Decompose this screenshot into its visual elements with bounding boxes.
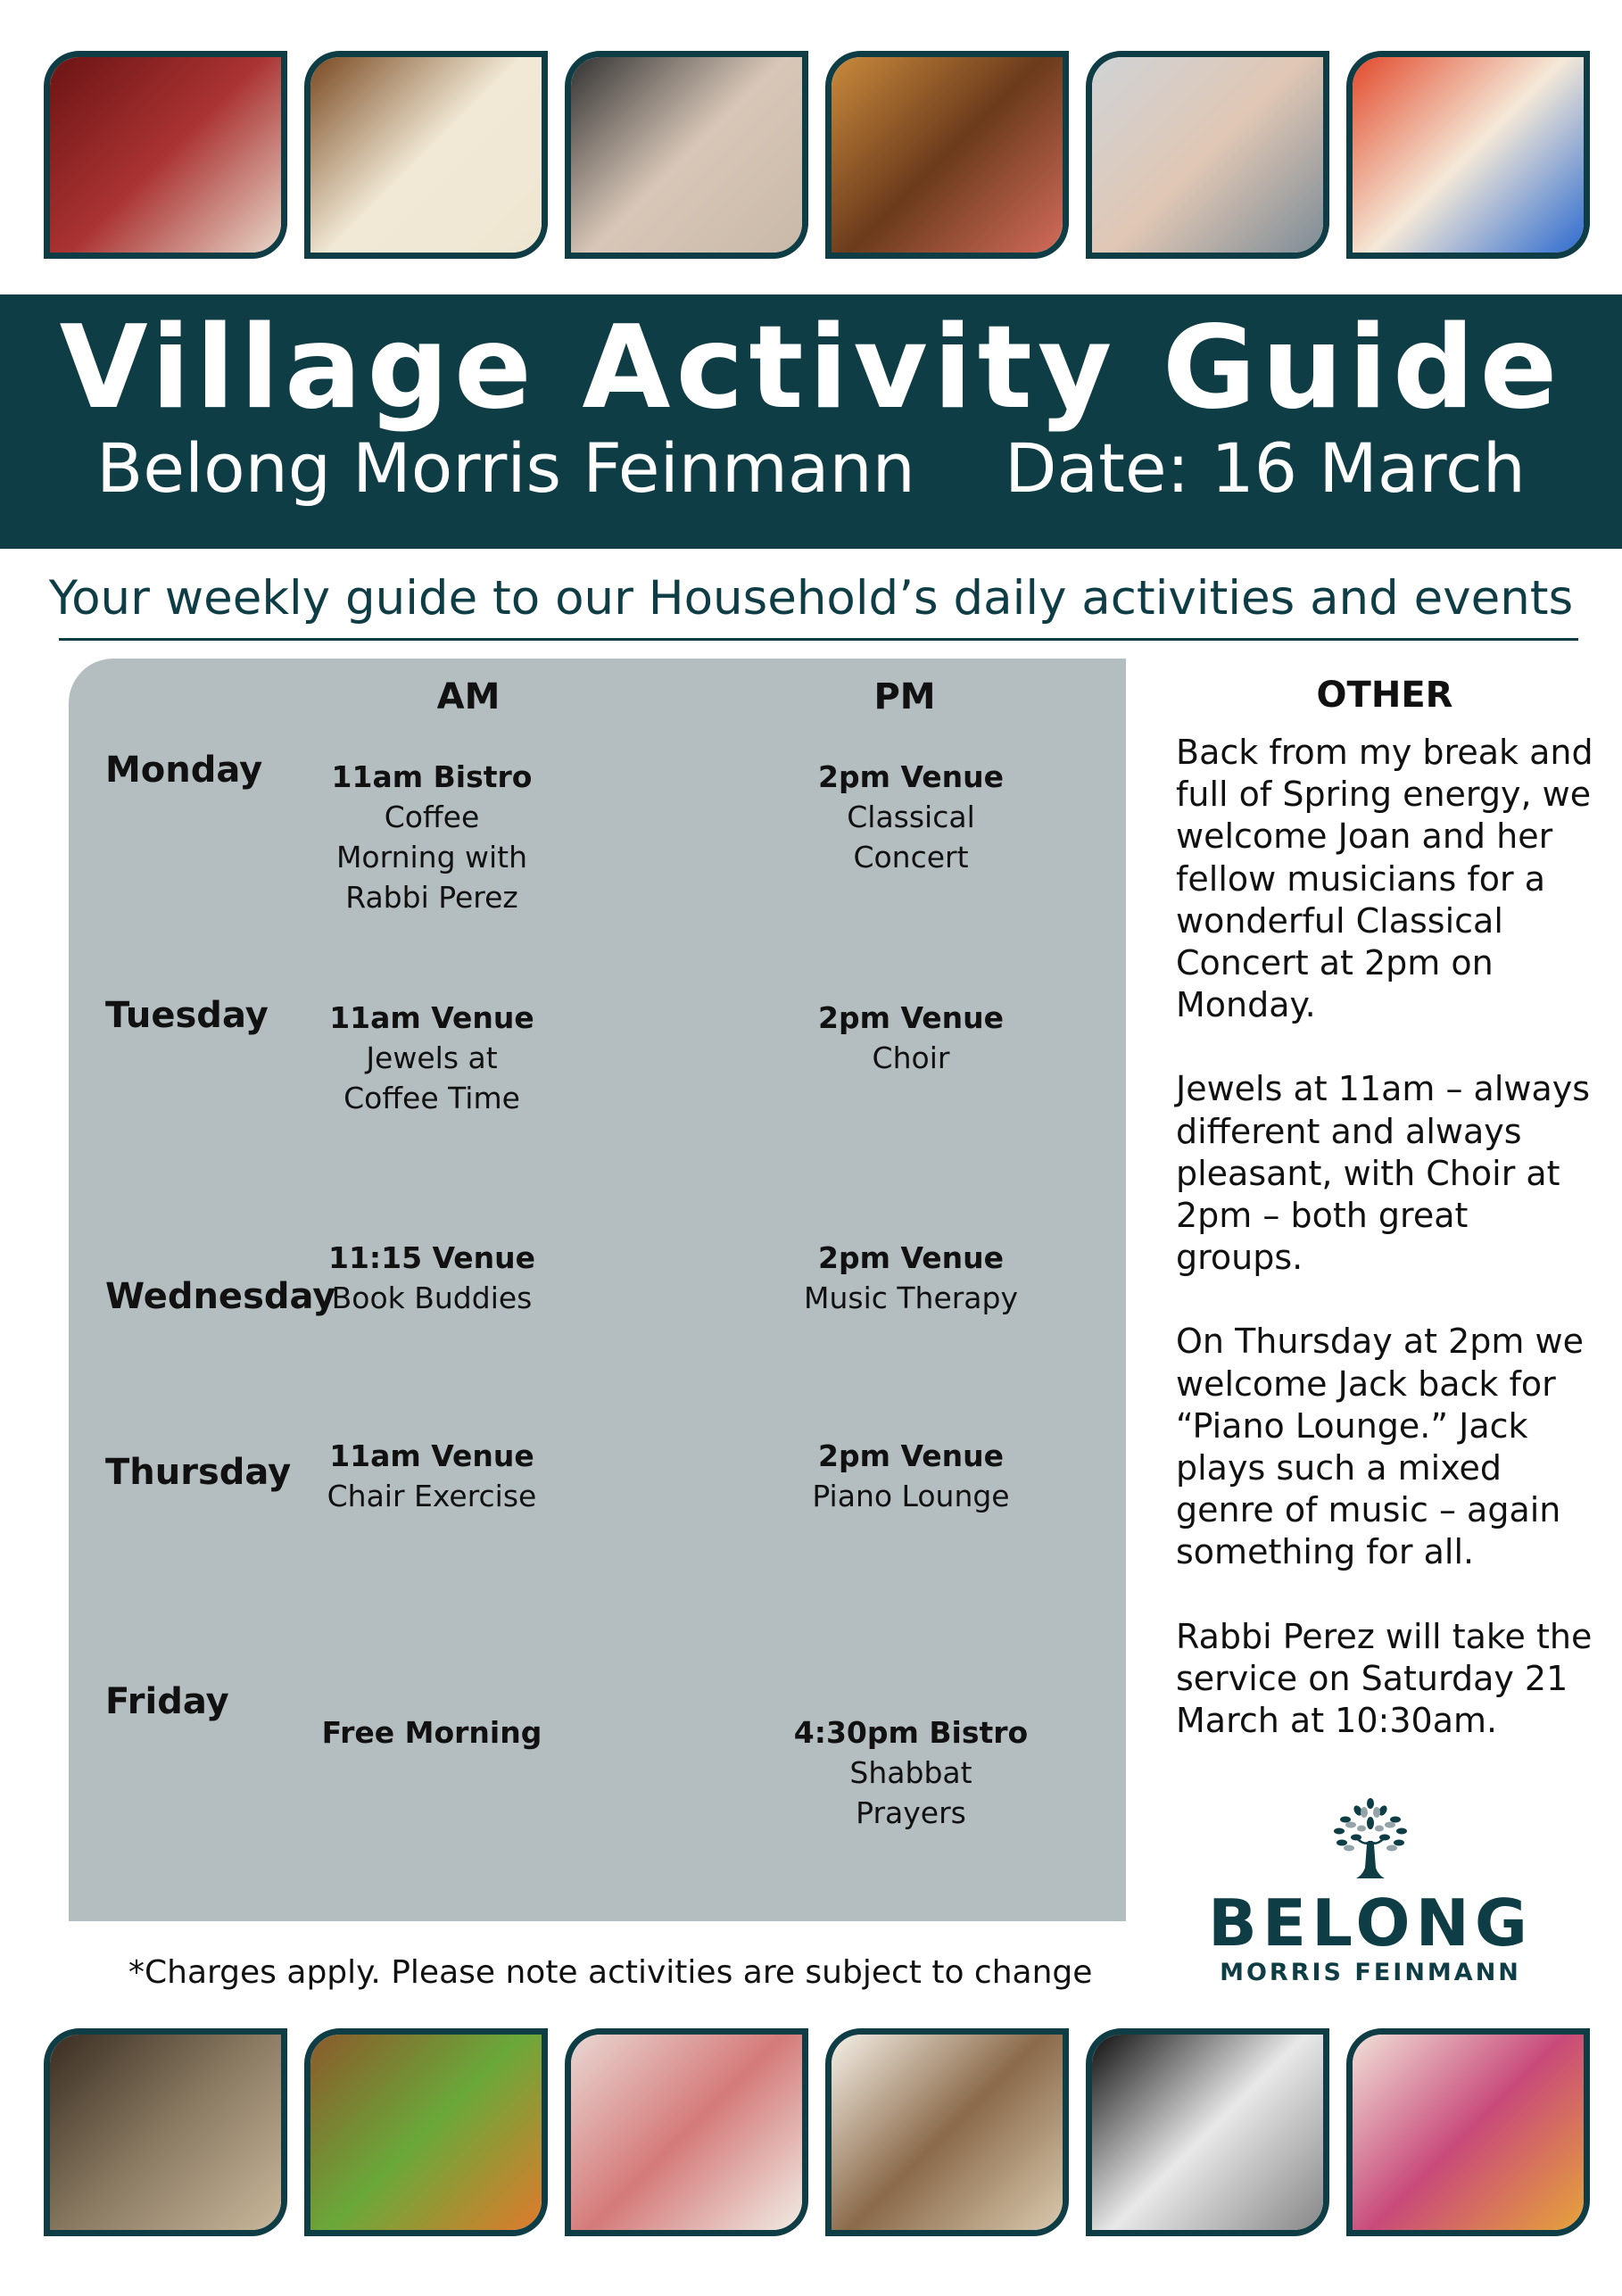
page-title: Village Activity Guide <box>59 302 1563 435</box>
pm-activity <box>759 1436 1063 1516</box>
activity-time-venue: 4:30pm Bistro <box>793 1715 1029 1750</box>
other-paragraph: On Thursday at 2pm we welcome Jack back for “Piano Lounge.” Jack plays such a mixed genre of music – again something for all. <box>1176 1322 1584 1572</box>
photo-image <box>571 2035 802 2230</box>
activity-name-line: Prayers <box>856 1795 966 1830</box>
photo-image <box>310 2035 542 2230</box>
photo-image <box>1353 2035 1584 2230</box>
am-activity <box>280 757 583 917</box>
am-activity <box>280 1712 583 1753</box>
logo-brand: BELONG <box>1208 1886 1533 1960</box>
jigsaw-puzzle-photo <box>565 51 808 259</box>
pm-activity <box>759 757 1063 877</box>
activity-time-venue: 2pm Venue <box>818 1240 1004 1275</box>
tagline: Your weekly guide to our Household’s daily activities and events <box>48 571 1574 626</box>
pm-activity <box>759 998 1063 1078</box>
day-label: Wednesday <box>105 1276 336 1317</box>
high-five-photo <box>565 2028 808 2236</box>
divider <box>59 638 1578 641</box>
activity-name-line: Coffee Time <box>343 1081 520 1115</box>
am-activity <box>280 1436 583 1516</box>
activity-name-line: Rabbi Perez <box>345 880 518 915</box>
header-banner <box>0 294 1622 549</box>
photo-image <box>832 2035 1063 2230</box>
activity-time-venue: 2pm Venue <box>818 759 1004 794</box>
other-paragraph: Jewels at 11am – always different and always pleasant, with Choir at 2pm – both great groups. <box>1176 1069 1591 1278</box>
photo-image <box>50 57 281 253</box>
activity-time-venue: 2pm Venue <box>818 1438 1004 1473</box>
pm-header: PM <box>873 676 936 717</box>
other-paragraph: Rabbi Perez will take the service on Saturday 21 March at 10:30am. <box>1176 1616 1593 1741</box>
day-label: Thursday <box>105 1452 292 1493</box>
microphone-piano-photo <box>1086 2028 1329 2236</box>
photo-image <box>1353 57 1584 253</box>
am-activity <box>280 998 583 1118</box>
tree-icon <box>1326 1798 1415 1880</box>
belong-logo <box>1192 1798 1549 1986</box>
photo-image <box>1092 2035 1323 2230</box>
photo-image <box>50 2035 281 2230</box>
activity-name-line: Piano Lounge <box>812 1479 1010 1513</box>
cinema-couple-photo <box>44 51 287 259</box>
am-activity <box>280 1238 583 1318</box>
card-playing-photo <box>1086 51 1329 259</box>
activity-name-line: Book Buddies <box>331 1281 533 1315</box>
day-label: Tuesday <box>105 995 269 1036</box>
activity-name-line: Chair Exercise <box>327 1479 537 1513</box>
pm-activity <box>759 1238 1063 1318</box>
photo-image <box>571 57 802 253</box>
activity-name-line: Music Therapy <box>803 1281 1019 1315</box>
activity-name-line: Classical <box>847 800 975 834</box>
logo-location: MORRIS FEINMANN <box>1220 1959 1521 1986</box>
am-header: AM <box>436 676 501 717</box>
header-subtitle <box>0 428 1622 508</box>
activity-name-line: Coffee <box>384 800 480 834</box>
knitting-photo <box>1346 2028 1590 2236</box>
breakfast-photo <box>825 51 1069 259</box>
activity-time-venue: 11am Venue <box>329 1000 534 1035</box>
photo-image <box>832 57 1063 253</box>
roast-dinner-photo <box>304 2028 548 2236</box>
dominoes-photo <box>304 51 548 259</box>
footnote: *Charges apply. Please note activities are subject to change <box>128 1954 1093 1991</box>
activity-time-venue: 11am Venue <box>329 1438 534 1473</box>
activity-name-line: Shabbat <box>849 1755 972 1790</box>
glasses-book-photo <box>825 2028 1069 2236</box>
activity-name-line: Choir <box>872 1040 950 1075</box>
pm-activity <box>759 1712 1063 1833</box>
day-label: Friday <box>105 1681 229 1722</box>
other-paragraph: Back from my break and full of Spring energy, we welcome Joan and her fellow musicians for a wonderful Classical Concert at 2pm on Monday. <box>1176 733 1593 1025</box>
other-notes <box>1176 732 1595 1784</box>
activity-name-line: Morning with <box>335 840 528 874</box>
activity-time-venue: 2pm Venue <box>818 1000 1004 1035</box>
home-name: Belong Morris Feinmann <box>96 428 915 508</box>
guide-date: Date: 16 March <box>1004 428 1526 508</box>
activity-time-venue: 11am Bistro <box>331 759 533 794</box>
other-heading: OTHER <box>1316 675 1453 716</box>
activity-time-venue: 11:15 Venue <box>327 1240 535 1275</box>
bingo-balls-photo <box>1346 51 1590 259</box>
activity-name-line: Jewels at <box>366 1040 498 1075</box>
activity-time-venue: Free Morning <box>321 1715 542 1750</box>
activity-name-line: Concert <box>853 840 969 874</box>
memory-box-photo <box>44 2028 287 2236</box>
day-label: Monday <box>105 750 263 791</box>
photo-image <box>1092 57 1323 253</box>
photo-image <box>310 57 542 253</box>
